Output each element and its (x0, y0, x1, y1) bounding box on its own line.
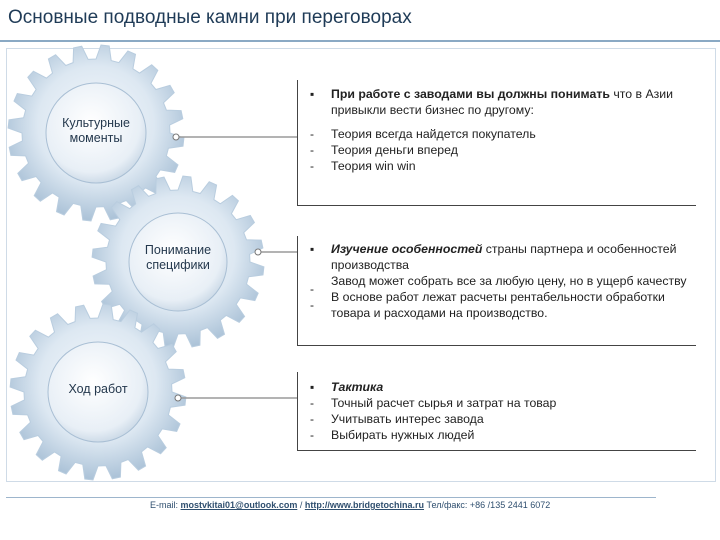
list-item-text: Выбирать нужных людей (331, 428, 475, 442)
footer-contacts (150, 500, 550, 510)
list-item-bold: При работе с заводами вы должны понимать (331, 87, 610, 101)
panel-cultural (297, 80, 696, 206)
list-item (298, 241, 689, 273)
bullet-square-icon: ▪ (310, 380, 315, 394)
panel-specifics (297, 236, 696, 346)
list-item (298, 411, 689, 427)
panel-workflow (297, 372, 696, 451)
gear-label-specifics (132, 243, 224, 273)
list-item (298, 158, 689, 174)
dash-marker: - (310, 159, 314, 173)
list-item-text: Теория win win (331, 159, 416, 173)
list-item (298, 126, 689, 142)
list-item-text: Точный расчет сырья и затрат на товар (331, 396, 557, 410)
list-item-spacer (298, 118, 689, 126)
bullet-square-icon: ▪ (310, 242, 315, 256)
list-item-bold: Тактика (331, 380, 384, 394)
footer-divider (6, 497, 656, 498)
gear-label-line: Культурные (62, 116, 130, 130)
list-item (298, 273, 689, 296)
footer-email-link[interactable]: mostvkitai01@outlook.com (180, 500, 298, 510)
list-item-rest: страны партнера и особенностей производства (331, 242, 677, 272)
list-item-rest: что в Азии привыкли вести бизнес по другому: (331, 87, 674, 117)
slide-title: Основные подводные камни при переговорах (8, 7, 412, 28)
list-item (298, 289, 689, 321)
list-item (298, 142, 689, 158)
dash-marker: - (310, 127, 314, 141)
footer-separator: / (297, 500, 305, 510)
list-item-text: Теория всегда найдется покупатель (331, 127, 536, 141)
gear-label-cultural (50, 116, 142, 146)
list-item-text: В основе работ лежат расчеты рентабельности обработки товара и расходами на производство. (331, 290, 665, 320)
gear-label-line: специфики (146, 258, 210, 272)
footer-email-label: E-mail: (150, 500, 181, 510)
footer-phone: Тел/факс: +86 /135 2441 6072 (424, 500, 551, 510)
gear-label-line: Ход работ (68, 382, 128, 396)
list-item-text (331, 241, 689, 273)
dash-marker: - (310, 298, 314, 312)
dash-marker: - (310, 428, 314, 442)
gear-label-line: Понимание (144, 243, 212, 257)
list-item (298, 379, 689, 395)
gear-label-workflow (52, 382, 144, 397)
dash-marker: - (310, 282, 314, 296)
list-item (298, 86, 689, 118)
bullet-square-icon: ▪ (310, 87, 315, 101)
list-item-bold: Изучение особенностей (331, 242, 483, 256)
list-item-text: Учитывать интерес завода (331, 412, 484, 426)
list-item (298, 395, 689, 411)
dash-marker: - (310, 396, 314, 410)
list-item-text: Теория деньги вперед (331, 143, 458, 157)
list-item-text (331, 86, 689, 118)
dash-marker: - (310, 143, 314, 157)
connector-dot (173, 134, 179, 140)
list-item-text (331, 379, 689, 395)
connector-dot (175, 395, 181, 401)
footer-url-link[interactable]: http://www.bridgetochina.ru (304, 500, 425, 510)
list-item-text: Завод может собрать все за любую цену, но в ущерб качеству (331, 274, 687, 288)
list-item (298, 427, 689, 443)
connector-dot (255, 249, 261, 255)
dash-marker: - (310, 412, 314, 426)
gear-label-line: моменты (69, 131, 123, 145)
